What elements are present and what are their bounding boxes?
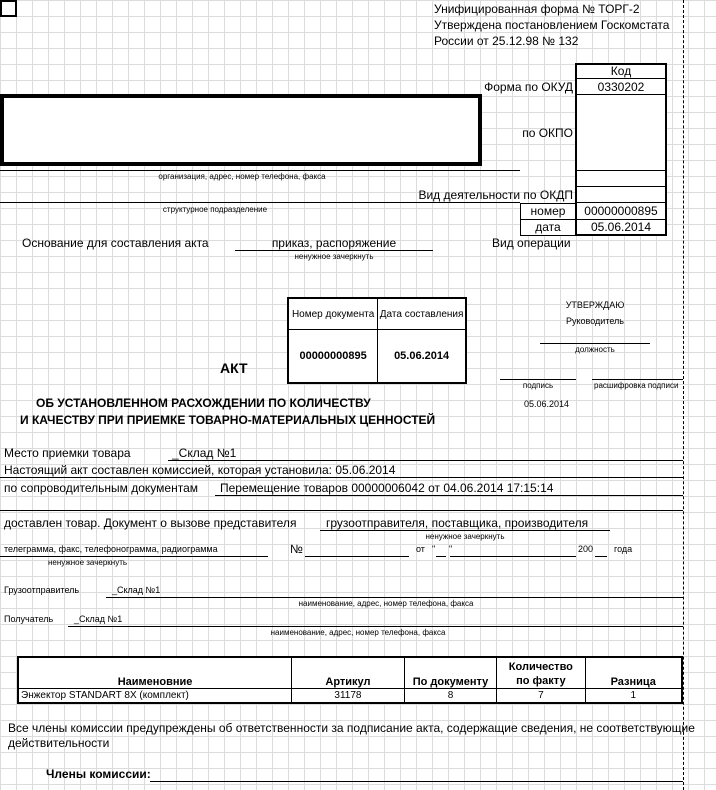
basis-value: приказ, распоряжение — [271, 236, 397, 250]
title-line1: ОБ УСТАНОВЛЕННОМ РАСХОЖДЕНИИ ПО КОЛИЧЕСТВУ — [36, 396, 371, 410]
unneeded-caption-2: ненужное зачеркнуть — [48, 558, 128, 567]
shipper-caption: наименование, адрес, номер телефона, факса — [298, 599, 474, 608]
doc-date-header: Дата составления — [378, 298, 466, 330]
receiver-caption: наименование, адрес, номер телефона, факса — [270, 628, 446, 637]
col-qty-group-label: Количество — [508, 661, 573, 673]
shipper-label: Грузоотправитель — [4, 585, 80, 595]
okpo-label: по ОКПО — [522, 126, 573, 140]
row-by-doc: 8 — [404, 689, 496, 704]
quote-open: " — [432, 544, 436, 554]
signature-caption: подпись — [522, 381, 554, 390]
form-header-line2: Утверждена постановлением Госкомстата — [434, 18, 670, 32]
members-label: Члены комиссии: — [46, 767, 151, 781]
from-label: от — [416, 544, 425, 554]
goods-table — [17, 656, 683, 704]
title-line2: И КАЧЕСТВУ ПРИ ПРИЕМКЕ ТОВАРНО-МАТЕРИАЛЬНЫХ ЦЕННОСТЕЙ — [20, 413, 436, 427]
document-number-table — [287, 297, 467, 384]
operation-label: Вид операции — [492, 236, 571, 250]
codes-header: Код — [610, 64, 632, 78]
col-article: Артикул — [292, 657, 405, 689]
no-label: № — [290, 542, 303, 556]
place-value: _Склад №1 — [172, 446, 237, 460]
org-caption: организация, адрес, номер телефона, факса — [158, 172, 326, 181]
quote-close: " — [449, 544, 453, 554]
okdp-label: Вид деятельности по ОКДП — [418, 188, 573, 202]
date-value: 05.06.2014 — [590, 220, 652, 234]
year-label: года — [614, 544, 633, 554]
table-row — [18, 689, 682, 704]
row-diff: 1 — [585, 689, 682, 704]
date-label: дата — [535, 220, 561, 234]
checkbox[interactable] — [0, 0, 17, 17]
shipper-value: _Склад №1 — [112, 585, 161, 595]
row-by-fact: 7 — [497, 689, 585, 704]
docs-label: по сопроводительным документам — [4, 481, 199, 495]
unneeded-caption-1: ненужное зачеркнуть — [425, 532, 505, 541]
col-by-fact: по факту — [516, 675, 566, 687]
receiver-label: Получатель — [4, 614, 54, 624]
receiver-value: _Склад №1 — [74, 614, 123, 624]
basis-caption: ненужное зачеркнуть — [294, 252, 374, 261]
position-caption: должность — [575, 345, 615, 354]
approve-date: 05.06.2014 — [524, 399, 570, 409]
commission-line: Настоящий акт составлен комиссией, которая установила: 05.06.2014 — [4, 463, 396, 477]
telegram-label: телеграмма, факс, телефонограмма, радиограмма — [4, 544, 218, 554]
number-label: номер — [530, 204, 566, 218]
basis-label: Основание для составления акта — [22, 236, 209, 250]
form-header-line1: Унифицированная форма № ТОРГ-2 — [434, 2, 640, 16]
dept-caption: структурное подразделение — [162, 205, 268, 214]
docs-value: Перемещение товаров 00000006042 от 04.06.2014 17:15:14 — [220, 481, 554, 495]
doc-number-value: 00000000895 — [288, 330, 378, 384]
delivered-value: грузоотправителя, поставщика, производителя — [326, 516, 589, 530]
decode-caption: расшифровка подписи — [594, 381, 679, 390]
number-value: 00000000895 — [584, 204, 658, 218]
col-name: Наименовние — [18, 657, 292, 689]
col-diff: Разница — [585, 657, 682, 689]
year-prefix: 200 — [578, 544, 594, 554]
col-qty-group — [497, 657, 585, 689]
okud-label: Форма по ОКУД — [484, 80, 573, 94]
approve-title: УТВЕРЖДАЮ — [565, 300, 625, 310]
approve-role: Руководитель — [566, 316, 624, 326]
doc-number-header: Номер документа — [288, 298, 378, 330]
doc-date-value: 05.06.2014 — [378, 330, 466, 384]
commission-warning: Все члены комиссии предупреждены об ответственности за подписание акта, содержащие сведения, не соответствующие действительности — [8, 721, 695, 750]
page-break-line — [683, 0, 684, 790]
act-title: АКТ — [220, 360, 248, 376]
delivered-label: доставлен товар. Документ о вызове представителя — [4, 516, 297, 530]
col-by-doc: По документу — [404, 657, 496, 689]
row-article: 31178 — [292, 689, 405, 704]
form-header-line3: России от 25.12.98 № 132 — [434, 34, 579, 48]
organization-redacted-box — [0, 94, 482, 166]
okud-value: 0330202 — [597, 80, 645, 94]
place-label: Место приемки товара — [4, 446, 131, 460]
row-name: Энжектор STANDART 8X (комплект) — [18, 689, 292, 704]
